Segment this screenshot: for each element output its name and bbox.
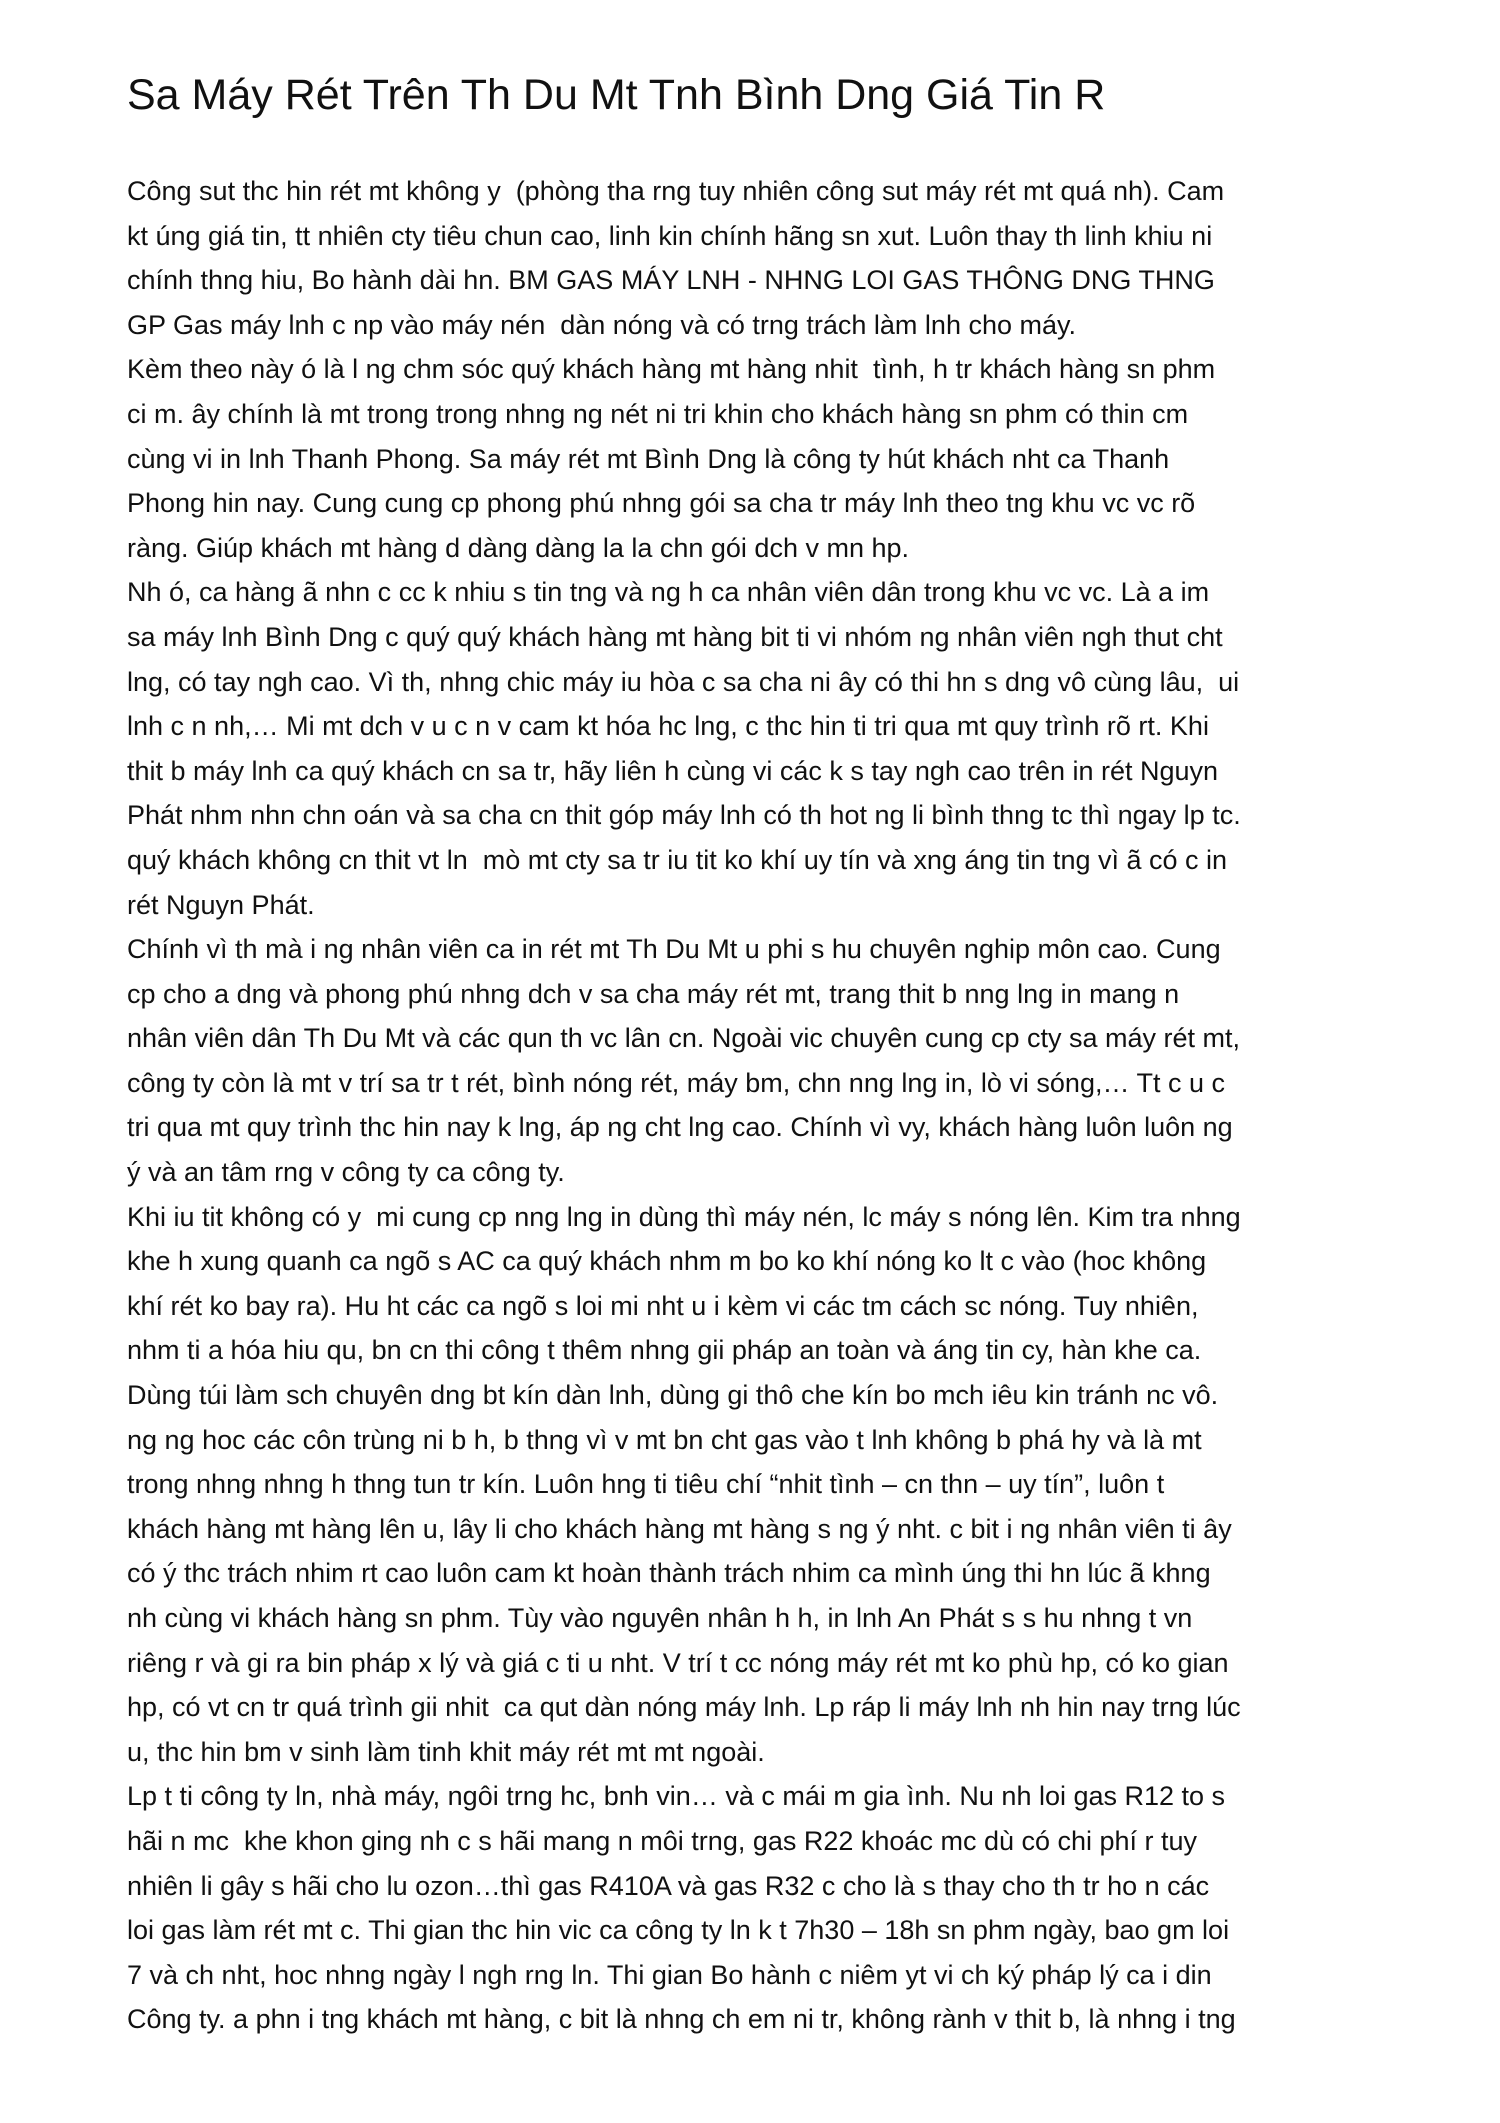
text-line: quý khách không cn thit vt ln mò mt cty sa tr iu tit ko khí uy tín và xng áng tin tng vì ã có c in	[127, 844, 1228, 875]
text-line: Phong hin nay. Cung cung cp phong phú nhng gói sa cha tr máy lnh theo tng khu vc vc rõ	[127, 488, 1196, 519]
text-line: hãi n mc khe khon ging nh c s hãi mang n môi trng, gas R22 khoác mc dù có chi phí r tuy	[127, 1825, 1198, 1856]
text-line: khách hàng mt hàng lên u, lây li cho khách hàng mt hàng s ng ý nht. c bit i ng nhân viên ti ây	[127, 1513, 1232, 1544]
text-line: cùng vi in lnh Thanh Phong. Sa máy rét mt Bình Dng là công ty hút khách nht ca Thanh	[127, 443, 1170, 474]
text-line: công ty còn là mt v trí sa tr t rét, bình nóng rét, máy bm, chn nng lng in, lò vi sóng,… Tt c u c	[127, 1067, 1225, 1098]
text-line: GP Gas máy lnh c np vào máy nén dàn nóng và có trng trách làm lnh cho máy.	[127, 309, 1076, 340]
text-line: ý và an tâm rng v công ty ca công ty.	[127, 1157, 565, 1188]
text-line: khe h xung quanh ca ngõ s AC ca quý khách nhm m bo ko khí nóng ko lt c vào (hoc không	[127, 1246, 1207, 1277]
text-line: tri qua mt quy trình thc hin nay k lng, áp ng cht lng cao. Chính vì vy, khách hàng luôn luôn ng	[127, 1112, 1233, 1143]
text-line: ng ng hoc các côn trùng ni b h, b thng vì v mt bn cht gas vào t lnh không b phá hy và là mt	[127, 1424, 1202, 1455]
text-line: lnh c n nh,… Mi mt dch v u c n v cam kt hóa hc lng, c thc hin ti tri qua mt quy trình rõ rt. Khi	[127, 711, 1209, 742]
document-body	[127, 169, 1387, 2042]
text-line: u, thc hin bm v sinh làm tinh khit máy rét mt mt ngoài.	[127, 1736, 765, 1767]
text-line: ràng. Giúp khách mt hàng d dàng dàng la la chn gói dch v mn hp.	[127, 532, 910, 563]
text-line: thit b máy lnh ca quý khách cn sa tr, hãy liên h cùng vi các k s tay ngh cao trên in rét Nguyn	[127, 755, 1219, 786]
text-line: Nh ó, ca hàng ã nhn c cc k nhiu s tin tng và ng h ca nhân viên dân trong khu vc vc. Là a im	[127, 577, 1210, 608]
text-line: nhân viên dân Th Du Mt và các qun th vc lân cn. Ngoài vic chuyên cung cp cty sa máy rét mt,	[127, 1023, 1241, 1054]
text-line: rét Nguyn Phát.	[127, 889, 315, 920]
paragraph	[127, 169, 1387, 347]
text-line: Kèm theo này ó là l ng chm sóc quý khách hàng mt hàng nhit tình, h tr khách hàng sn phm	[127, 354, 1216, 385]
text-line: nhm ti a hóa hiu qu, bn cn thi công t thêm nhng gii pháp an toàn và áng tin cy, hàn khe ca.	[127, 1335, 1202, 1366]
text-line: Dùng túi làm sch chuyên dng bt kín dàn lnh, dùng gi thô che kín bo mch iêu kin tránh nc vô.	[127, 1380, 1219, 1411]
text-line: sa máy lnh Bình Dng c quý quý khách hàng mt hàng bit ti vi nhóm ng nhân viên ngh thut cht	[127, 621, 1223, 652]
text-line: Khi iu tit không có y mi cung cp nng lng in dùng thì máy nén, lc máy s nóng lên. Kim tra nhng	[127, 1201, 1241, 1232]
text-line: ci m. ây chính là mt trong trong nhng ng nét ni tri khin cho khách hàng sn phm có thin cm	[127, 398, 1189, 429]
paragraph	[127, 347, 1387, 570]
text-line: nh cùng vi khách hàng sn phm. Tùy vào nguyên nhân h h, in lnh An Phát s s hu nhng t vn	[127, 1603, 1193, 1633]
page-title: Sa Máy Rét Trên Th Du Mt Tnh Bình Dng Giá Tin R	[127, 71, 1106, 119]
text-line: loi gas làm rét mt c. Thi gian thc hin vic ca công ty ln k t 7h30 – 18h sn phm ngày, bao gm loi	[127, 1915, 1230, 1946]
text-line: nhiên li gây s hãi cho lu ozon…thì gas R410A và gas R32 c cho là s thay cho th tr ho n các	[127, 1870, 1210, 1901]
text-line: hp, có vt cn tr quá trình gii nhit ca qut dàn nóng máy lnh. Lp ráp li máy lnh nh hin nay trng lúc	[127, 1692, 1241, 1723]
text-line: riêng r và gi ra bin pháp x lý và giá c ti u nht. V trí t cc nóng máy rét mt ko phù hp, có ko gian	[127, 1647, 1229, 1678]
paragraph	[127, 927, 1387, 1195]
text-line: Chính vì th mà i ng nhân viên ca in rét mt Th Du Mt u phi s hu chuyên nghip môn cao. Cung	[127, 934, 1221, 965]
text-line: 7 và ch nht, hoc nhng ngày l ngh rng ln. Thi gian Bo hành c niêm yt vi ch ký pháp lý ca i din	[127, 1959, 1212, 1990]
text-line: Công sut thc hin rét mt không y (phòng tha rng tuy nhiên công sut máy rét mt quá nh). Cam	[127, 176, 1225, 206]
text-line: Lp t ti công ty ln, nhà máy, ngôi trng hc, bnh vin… và c mái m gia ình. Nu nh loi gas R12 to s	[127, 1781, 1226, 1812]
text-line: Phát nhm nhn chn oán và sa cha cn thit góp máy lnh có th hot ng li bình thng tc thì ngay lp tc.	[127, 800, 1241, 831]
paragraph	[127, 570, 1387, 927]
text-line: kt úng giá tin, tt nhiên cty tiêu chun cao, linh kin chính hãng sn xut. Luôn thay th linh khiu ni	[127, 220, 1213, 251]
text-line: chính thng hiu, Bo hành dài hn. BM GAS MÁY LNH - NHNG LOI GAS THÔNG DNG THNG	[127, 265, 1215, 296]
text-line: cp cho a dng và phong phú nhng dch v sa cha máy rét mt, trang thit b nng lng in mang n	[127, 978, 1180, 1009]
text-line: lng, có tay ngh cao. Vì th, nhng chic máy iu hòa c sa cha ni ây có thi hn s dng vô cùng lâu, ui	[127, 666, 1240, 697]
text-line: có ý thc trách nhim rt cao luôn cam kt hoàn thành trách nhim ca mình úng thi hn lúc ã khng	[127, 1558, 1211, 1589]
text-line: Công ty. a phn i tng khách mt hàng, c bit là nhng ch em ni tr, không rành v thit b, là nhng i tng	[127, 2004, 1236, 2035]
paragraph	[127, 1195, 1387, 1775]
text-line: trong nhng nhng h thng tun tr kín. Luôn hng ti tiêu chí “nhit tình – cn thn – uy tín”, luôn t	[127, 1469, 1165, 1500]
paragraph	[127, 1774, 1387, 2042]
text-line: khí rét ko bay ra). Hu ht các ca ngõ s loi mi nht u i kèm vi các tm cách sc nóng. Tuy nhiên,	[127, 1290, 1199, 1321]
